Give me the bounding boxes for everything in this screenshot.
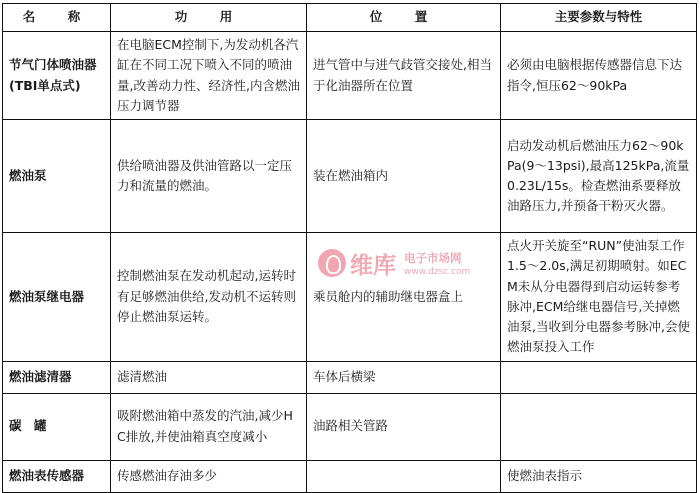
cell-function: 吸附燃油箱中蒸发的汽油,减少HC排放,并使油箱真空度减小 (111, 393, 307, 460)
cell-params (501, 361, 697, 393)
cell-params: 点火开关旋至“RUN”使油泵工作1.5～2.0s,满足初期喷射。如ECM未从分电器得到启动运转参考脉冲,ECM给继电器信号,关掉燃油泵,当收到分电器参考脉冲,会使燃油泵投入工作 (501, 233, 697, 362)
cell-name: 燃油表传感器 (3, 460, 111, 492)
watermark-tagline: 电子市场网 (404, 251, 462, 265)
table-row (3, 393, 697, 460)
cell-function: 供给喷油器及供油管路以一定压力和流量的燃油。 (111, 120, 307, 233)
cell-params: 启动发动机后燃油压力62～90kPa(9～13psi),最高125kPa,流量0.23L/15s。检查燃油系要释放油路压力,并预备干粉灭火器。 (501, 120, 697, 233)
header-params: 主要参数与特性 (501, 4, 697, 32)
cell-params: 使燃油表指示 (501, 460, 697, 492)
cell-function: 传感燃油存油多少 (111, 460, 307, 492)
cell-position: 车体后横梁 (307, 361, 501, 393)
table-row (3, 32, 697, 120)
header-row (3, 4, 697, 32)
cell-position: 乘员舱内的辅助继电器盒上 (307, 233, 501, 362)
spec-table (2, 3, 697, 493)
cell-position (307, 460, 501, 492)
cell-name: 节气门体喷油器(TBI单点式) (3, 32, 111, 120)
cell-position: 油路相关管路 (307, 393, 501, 460)
table-row (3, 233, 697, 362)
cell-name: 碳 罐 (3, 393, 111, 460)
header-name: 名 称 (3, 4, 111, 32)
cell-position: 进气管中与进气歧管交接处,相当于化油器所在位置 (307, 32, 501, 120)
header-function: 功 用 (111, 4, 307, 32)
cell-params: 必须由电脑根据传感器信息下达指令,恒压62～90kPa (501, 32, 697, 120)
cell-function: 滤清燃油 (111, 361, 307, 393)
cell-function: 在电脑ECM控制下,为发动机各汽缸在不同工况下喷入不同的喷油量,改善动力性、经济性,内含燃油压力调节器 (111, 32, 307, 120)
header-position: 位 置 (307, 4, 501, 32)
watermark-brand: 维库 (350, 253, 396, 279)
cell-position: 装在燃油箱内 (307, 120, 501, 233)
cell-params (501, 393, 697, 460)
table-row (3, 120, 697, 233)
cell-name: 燃油滤清器 (3, 361, 111, 393)
table-row (3, 361, 697, 393)
table-row (3, 460, 697, 492)
cell-function: 控制燃油泵在发动机起动,运转时有足够燃油供给,发动机不运转则停止燃油泵运转。 (111, 233, 307, 362)
cell-name: 燃油泵 (3, 120, 111, 233)
cell-name: 燃油泵继电器 (3, 233, 111, 362)
watermark-url: www.dzsc.com (404, 267, 471, 277)
